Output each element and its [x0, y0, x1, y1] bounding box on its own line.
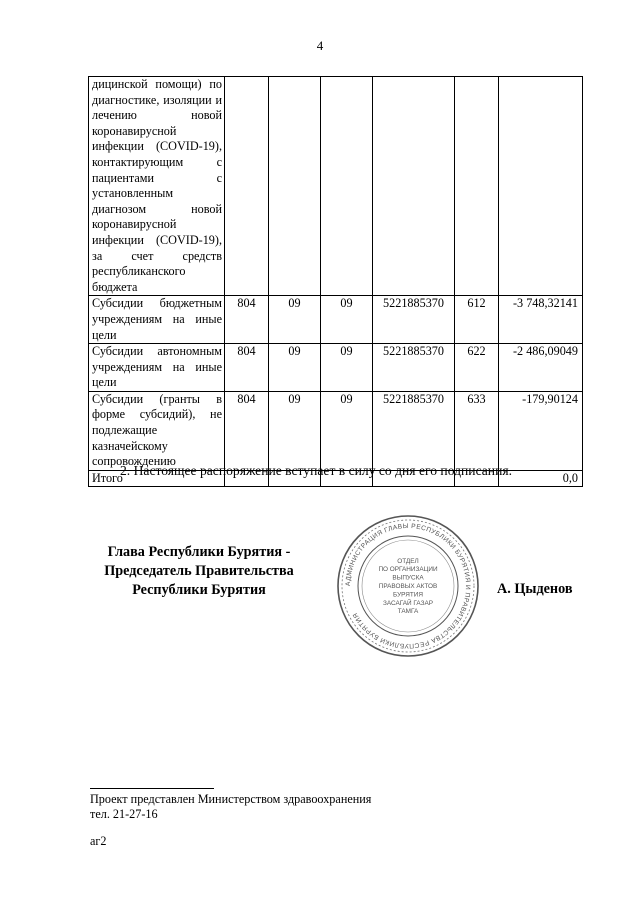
- cell-section: 09: [269, 391, 321, 470]
- cell-expense-type: 612: [455, 296, 499, 344]
- budget-table: [88, 76, 583, 487]
- cell-subsection: 09: [321, 344, 373, 392]
- cell-name: дицинской помощи) по диагностике, изоляции и лечению новой коронавирусной инфекции (COVID-19), контактирующим с пациентами с установленным диагнозом новой коронавирусной инфекции (COVID-19), за счет средств республиканского бюджета: [89, 77, 225, 296]
- cell-ministry-code: 804: [225, 344, 269, 392]
- cell-ministry-code: 804: [225, 391, 269, 470]
- cell-target-item: 5221885370: [373, 296, 455, 344]
- table-row: [89, 344, 583, 392]
- signatory-name: А. Цыденов: [497, 581, 573, 597]
- cell-section: [269, 77, 321, 296]
- cell-amount: -3 748,32141: [499, 296, 583, 344]
- cell-expense-type: [455, 77, 499, 296]
- signatory-title-line: Глава Республики Бурятия -: [107, 544, 291, 560]
- signatory-title-line: Председатель Правительства: [104, 563, 294, 579]
- cell-amount: 0,0: [499, 470, 583, 487]
- cell-subsection: 09: [321, 296, 373, 344]
- effective-date-paragraph: 2. Настоящее распоряжение вступает в силу со дня его подписания.: [120, 463, 513, 478]
- document-mark: аг2: [90, 834, 107, 848]
- cell-target-item: 5221885370: [373, 391, 455, 470]
- table-row: [89, 296, 583, 344]
- cell-name: Итого: [89, 470, 225, 487]
- cell-subsection: [321, 77, 373, 296]
- cell-subsection: 09: [321, 391, 373, 470]
- cell-amount: -2 486,09049: [499, 344, 583, 392]
- table-row: [89, 77, 583, 296]
- cell-target-item: 5221885370: [373, 344, 455, 392]
- seal-center-line: ПРАВОВЫХ АКТОВ: [378, 583, 438, 590]
- footnote-line: тел. 21-27-16: [90, 807, 158, 821]
- table-row: [89, 391, 583, 470]
- footnote: [90, 792, 371, 822]
- cell-section: 09: [269, 344, 321, 392]
- footnote-line: Проект представлен Министерством здравоохранения: [90, 792, 372, 806]
- cell-amount: -179,90124: [499, 391, 583, 470]
- seal-center-line: БУРЯТИЯ: [393, 591, 423, 599]
- cell-name: Субсидии (гранты в форме субсидий), не подлежащие казначейскому сопровождению: [89, 391, 225, 470]
- cell-name: Субсидии бюджетным учреждениям на иные цели: [89, 296, 225, 344]
- cell-section: 09: [269, 296, 321, 344]
- seal-ring-text: АДМИНИСТРАЦИЯ ГЛАВЫ РЕСПУБЛИКИ БУРЯТИЯ И ПРАВИТЕЛЬСТВА РЕСПУБЛИКИ БУРЯТИЯ: [344, 522, 472, 650]
- seal-center-line: ЗАСАГАЙ ГАЗАР: [383, 599, 433, 607]
- seal-center-line: ТАМГА: [397, 608, 419, 616]
- cell-name: Субсидии автономным учреждениям на иные цели: [89, 344, 225, 392]
- seal-center-line: ВЫПУСКА: [392, 574, 424, 582]
- signatory-title: [90, 543, 308, 600]
- footnote-divider: [90, 788, 214, 789]
- cell-ministry-code: 804: [225, 296, 269, 344]
- cell-expense-type: 622: [455, 344, 499, 392]
- cell-ministry-code: [225, 77, 269, 296]
- cell-target-item: [373, 77, 455, 296]
- cell-amount: [499, 77, 583, 296]
- signatory-title-line: Республики Бурятия: [132, 582, 266, 598]
- seal-center-line: ОТДЕЛ: [397, 557, 419, 565]
- cell-expense-type: 633: [455, 391, 499, 470]
- page-number: 4: [316, 38, 324, 53]
- official-seal: [336, 514, 480, 658]
- seal-center-line: ПО ОРГАНИЗАЦИИ: [378, 566, 438, 574]
